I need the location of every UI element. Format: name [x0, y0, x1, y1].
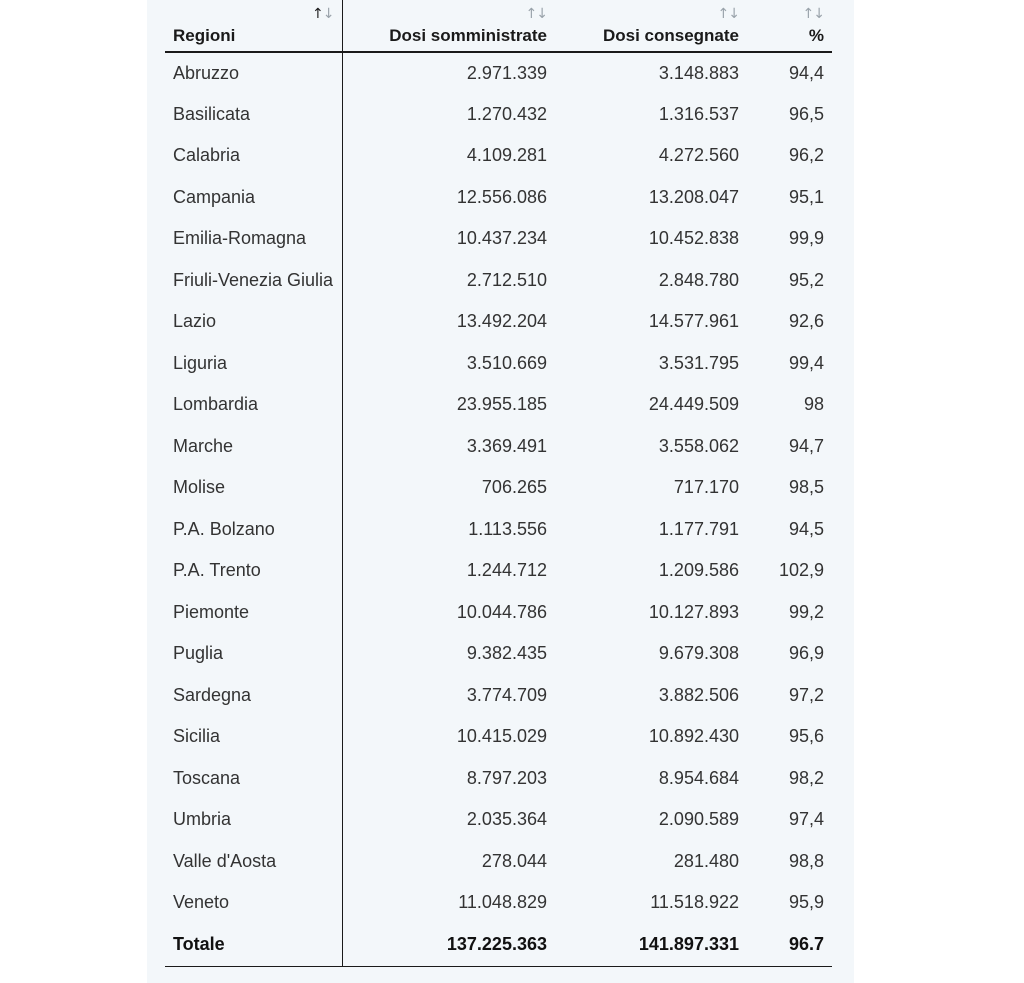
cell-dosi-consegnate: 10.892.430	[648, 726, 739, 747]
cell-region: Umbria	[165, 799, 342, 841]
table-row	[165, 675, 832, 717]
cell-dosi-consegnate: 8.954.684	[658, 767, 739, 788]
cell-dosi-consegnate: 4.272.560	[658, 145, 739, 166]
cell-dosi-somministrate: 13.492.204	[456, 311, 547, 332]
cell-dosi-consegnate: 3.531.795	[658, 352, 739, 373]
cell-dosi-somministrate: 2.971.339	[466, 62, 547, 83]
cell-percent: 102,9	[778, 560, 824, 581]
cell-dosi-somministrate: 23.955.185	[456, 394, 547, 415]
cell-region: Molise	[165, 467, 342, 509]
table-row	[165, 841, 832, 883]
cell-region: Veneto	[165, 882, 342, 924]
cell-dosi-somministrate: 12.556.086	[456, 186, 547, 207]
cell-region: P.A. Trento	[165, 550, 342, 592]
cell-region: Lombardia	[165, 384, 342, 426]
table-row	[165, 882, 832, 924]
cell-dosi-consegnate: 1.316.537	[658, 103, 739, 124]
header-dosi-consegnate[interactable]	[555, 0, 747, 52]
header-percent-label: %	[808, 26, 824, 45]
cell-region: Toscana	[165, 758, 342, 800]
cell-dosi-consegnate: 3.558.062	[658, 435, 739, 456]
sort-icon[interactable]: ↑↓	[312, 6, 334, 22]
cell-percent: 92,6	[788, 311, 824, 332]
cell-dosi-consegnate: 3.882.506	[658, 684, 739, 705]
cell-dosi-consegnate: 13.208.047	[648, 186, 739, 207]
cell-dosi-consegnate: 1.177.791	[658, 518, 739, 539]
cell-region: Sardegna	[165, 675, 342, 717]
cell-region: Emilia-Romagna	[165, 218, 342, 260]
cell-region: Valle d'Aosta	[165, 841, 342, 883]
cell-dosi-somministrate: 3.774.709	[466, 684, 547, 705]
cell-dosi-somministrate: 8.797.203	[466, 767, 547, 788]
cell-dosi-somministrate: 11.048.829	[458, 892, 547, 913]
cell-dosi-consegnate: 9.679.308	[658, 643, 739, 664]
cell-region: Abruzzo	[165, 52, 342, 94]
cell-dosi-consegnate: 717.170	[673, 477, 739, 498]
cell-percent: 99,2	[788, 601, 824, 622]
sort-icon[interactable]: ↑↓	[525, 6, 547, 22]
cell-percent: 96,9	[788, 643, 824, 664]
table-row	[165, 758, 832, 800]
cell-percent: 94,4	[788, 62, 824, 83]
cell-percent: 96,2	[788, 145, 824, 166]
table-row	[165, 52, 832, 94]
table-row	[165, 426, 832, 468]
cell-region: Marche	[165, 426, 342, 468]
cell-percent: 98,8	[788, 850, 824, 871]
table-row	[165, 716, 832, 758]
cell-percent: 98,5	[788, 477, 824, 498]
cell-percent: 95,9	[788, 892, 824, 913]
cell-dosi-somministrate: 2.035.364	[466, 809, 547, 830]
total-cell-percent: 96.7	[747, 924, 832, 967]
cell-region: Campania	[165, 177, 342, 219]
cell-dosi-consegnate: 24.449.509	[648, 394, 739, 415]
cell-percent: 95,1	[788, 186, 824, 207]
cell-percent: 98	[803, 394, 824, 415]
cell-region: Calabria	[165, 135, 342, 177]
cell-dosi-consegnate: 1.209.586	[658, 560, 739, 581]
cell-percent: 99,9	[788, 228, 824, 249]
cell-region: Sicilia	[165, 716, 342, 758]
cell-region: Liguria	[165, 343, 342, 385]
table-row	[165, 218, 832, 260]
total-cell-dosi-consegnate: 141.897.331	[555, 924, 747, 967]
cell-region: Puglia	[165, 633, 342, 675]
cell-dosi-consegnate: 2.848.780	[658, 269, 739, 290]
table-row	[165, 509, 832, 551]
cell-dosi-somministrate: 10.437.234	[456, 228, 547, 249]
table-row	[165, 135, 832, 177]
cell-percent: 98,2	[788, 767, 824, 788]
vaccine-doses-table	[165, 0, 832, 967]
table-row	[165, 467, 832, 509]
cell-dosi-consegnate: 10.452.838	[648, 228, 739, 249]
cell-dosi-somministrate: 3.510.669	[466, 352, 547, 373]
cell-percent: 96,5	[788, 103, 824, 124]
total-row	[165, 924, 832, 967]
total-cell-region: Totale	[165, 924, 342, 967]
cell-dosi-consegnate: 3.148.883	[658, 62, 739, 83]
cell-dosi-somministrate: 1.270.432	[466, 103, 547, 124]
cell-dosi-consegnate: 2.090.589	[658, 809, 739, 830]
cell-percent: 99,4	[788, 352, 824, 373]
table-row	[165, 177, 832, 219]
table-row	[165, 799, 832, 841]
table-row	[165, 301, 832, 343]
cell-dosi-somministrate: 4.109.281	[466, 145, 547, 166]
cell-percent: 94,7	[788, 435, 824, 456]
cell-dosi-consegnate: 281.480	[673, 850, 739, 871]
total-cell-dosi-somministrate: 137.225.363	[342, 924, 555, 967]
cell-dosi-somministrate: 10.415.029	[456, 726, 547, 747]
cell-dosi-somministrate: 1.244.712	[466, 560, 547, 581]
cell-dosi-consegnate: 14.577.961	[648, 311, 739, 332]
cell-dosi-somministrate: 2.712.510	[466, 269, 547, 290]
cell-dosi-somministrate: 706.265	[481, 477, 547, 498]
header-dosi-consegnate-label: Dosi consegnate	[602, 26, 739, 45]
table-header-row	[165, 0, 832, 52]
cell-percent: 95,2	[788, 269, 824, 290]
cell-percent: 97,4	[788, 809, 824, 830]
sort-icon[interactable]: ↑↓	[717, 6, 739, 22]
cell-dosi-somministrate: 3.369.491	[466, 435, 547, 456]
cell-percent: 97,2	[788, 684, 824, 705]
cell-dosi-somministrate: 9.382.435	[466, 643, 547, 664]
cell-dosi-somministrate: 278.044	[481, 850, 547, 871]
header-percent[interactable]	[747, 0, 832, 52]
sort-icon[interactable]: ↑↓	[802, 6, 824, 22]
cell-dosi-consegnate: 11.518.922	[650, 892, 739, 913]
cell-dosi-consegnate: 10.127.893	[648, 601, 739, 622]
header-regioni-label: Regioni	[173, 26, 236, 45]
cell-region: Piemonte	[165, 592, 342, 634]
cell-percent: 94,5	[788, 518, 824, 539]
table-body	[165, 52, 832, 967]
table-row	[165, 260, 832, 302]
cell-region: P.A. Bolzano	[165, 509, 342, 551]
table-row	[165, 384, 832, 426]
header-dosi-somministrate[interactable]	[342, 0, 555, 52]
table-row	[165, 343, 832, 385]
cell-dosi-somministrate: 10.044.786	[456, 601, 547, 622]
header-dosi-somministrate-label: Dosi somministrate	[389, 26, 547, 45]
cell-percent: 95,6	[788, 726, 824, 747]
table-row	[165, 633, 832, 675]
cell-dosi-somministrate: 1.113.556	[468, 518, 547, 539]
cell-region: Lazio	[165, 301, 342, 343]
header-regioni[interactable]	[165, 0, 342, 52]
cell-region: Basilicata	[165, 94, 342, 136]
table-row	[165, 592, 832, 634]
cell-region: Friuli-Venezia Giulia	[165, 260, 342, 302]
table-row	[165, 550, 832, 592]
table-row	[165, 94, 832, 136]
